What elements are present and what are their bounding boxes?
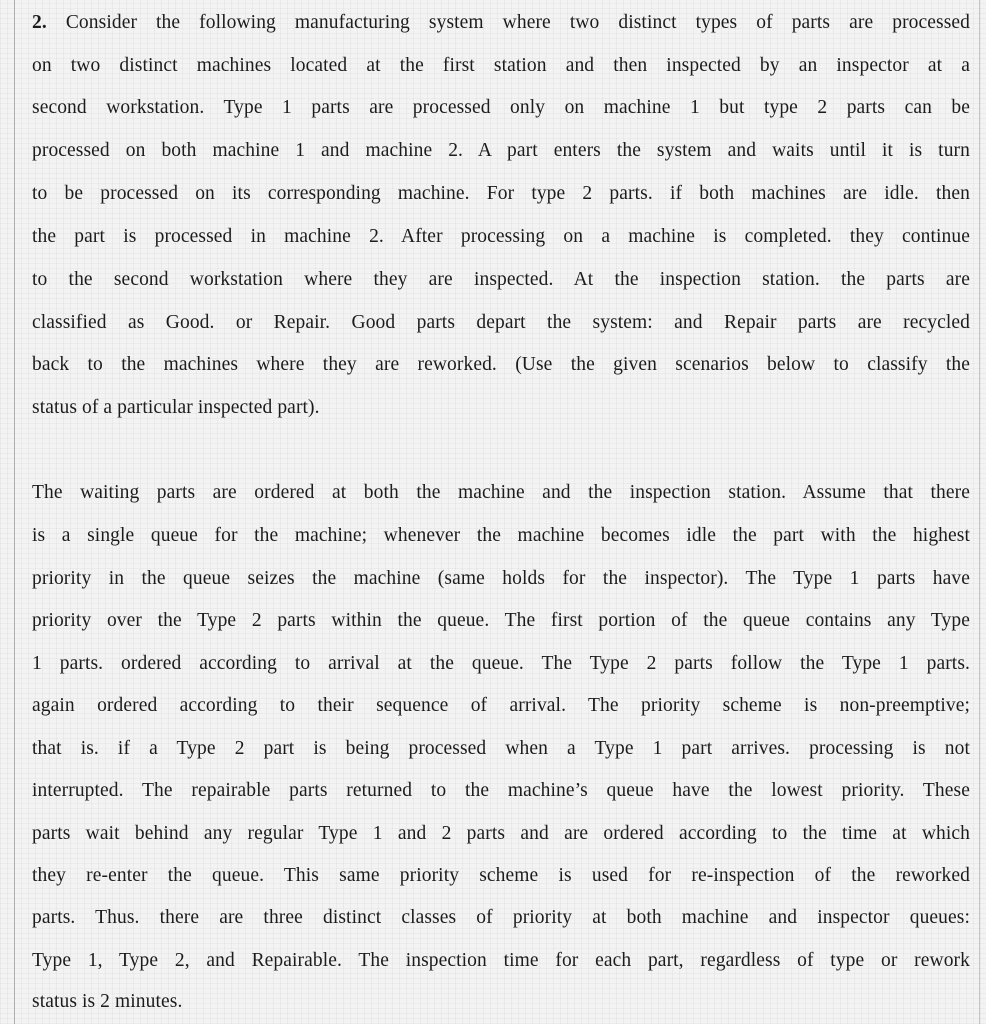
paragraph1-line: on two distinct machines located at the first station and then inspected by an inspector at a xyxy=(32,55,970,76)
question-number: 2. xyxy=(32,12,47,33)
paragraph2-line: priority in the queue seizes the machine (same holds for the inspector). The Type 1 parts have xyxy=(32,568,970,589)
right-margin-rule xyxy=(979,0,980,1024)
paragraph1-line: the part is processed in machine 2. After processing on a machine is completed. they continue xyxy=(32,226,970,247)
paragraph2-line: is a single queue for the machine; whenever the machine becomes idle the part with the highest xyxy=(32,525,970,546)
paragraph1-line: classified as Good. or Repair. Good parts depart the system: and Repair parts are recycled xyxy=(32,312,970,333)
paragraph1-line: processed on both machine 1 and machine 2. A part enters the system and waits until it is turn xyxy=(32,140,970,161)
left-margin-rule xyxy=(14,0,15,1024)
paragraph1-line: status of a particular inspected part). xyxy=(32,397,320,418)
paragraph1-line: to be processed on its corresponding machine. For type 2 parts. if both machines are idle. then xyxy=(32,183,970,204)
paragraph2-line: they re-enter the queue. This same priority scheme is used for re-inspection of the reworked xyxy=(32,865,970,886)
paragraph2-line: that is. if a Type 2 part is being processed when a Type 1 part arrives. processing is not xyxy=(32,738,970,759)
paragraph2-line: priority over the Type 2 parts within the queue. The first portion of the queue contains any Type xyxy=(32,610,970,631)
paragraph1-line: 2. Consider the following manufacturing system where two distinct types of parts are processed xyxy=(32,12,970,33)
paragraph2-line: again ordered according to their sequence of arrival. The priority scheme is non-preemptive; xyxy=(32,695,970,716)
paragraph1-line: second workstation. Type 1 parts are processed only on machine 1 but type 2 parts can be xyxy=(32,97,970,118)
paragraph1-line: to the second workstation where they are inspected. At the inspection station. the parts are xyxy=(32,269,970,290)
paragraph2-line: 1 parts. ordered according to arrival at the queue. The Type 2 parts follow the Type 1 parts. xyxy=(32,653,970,674)
paragraph2-line: The waiting parts are ordered at both the machine and the inspection station. Assume that there xyxy=(32,482,970,503)
paragraph2-line: status is 2 minutes. xyxy=(32,991,183,1012)
paragraph1-line: back to the machines where they are reworked. (Use the given scenarios below to classify the xyxy=(32,354,970,375)
paragraph2-line: parts wait behind any regular Type 1 and 2 parts and are ordered according to the time at which xyxy=(32,823,970,844)
paragraph2-line: Type 1, Type 2, and Repairable. The inspection time for each part, regardless of type or rework xyxy=(32,950,970,971)
paragraph2-line: interrupted. The repairable parts returned to the machine’s queue have the lowest priority. These xyxy=(32,780,970,801)
paragraph2-line: parts. Thus. there are three distinct classes of priority at both machine and inspector queues: xyxy=(32,907,970,928)
